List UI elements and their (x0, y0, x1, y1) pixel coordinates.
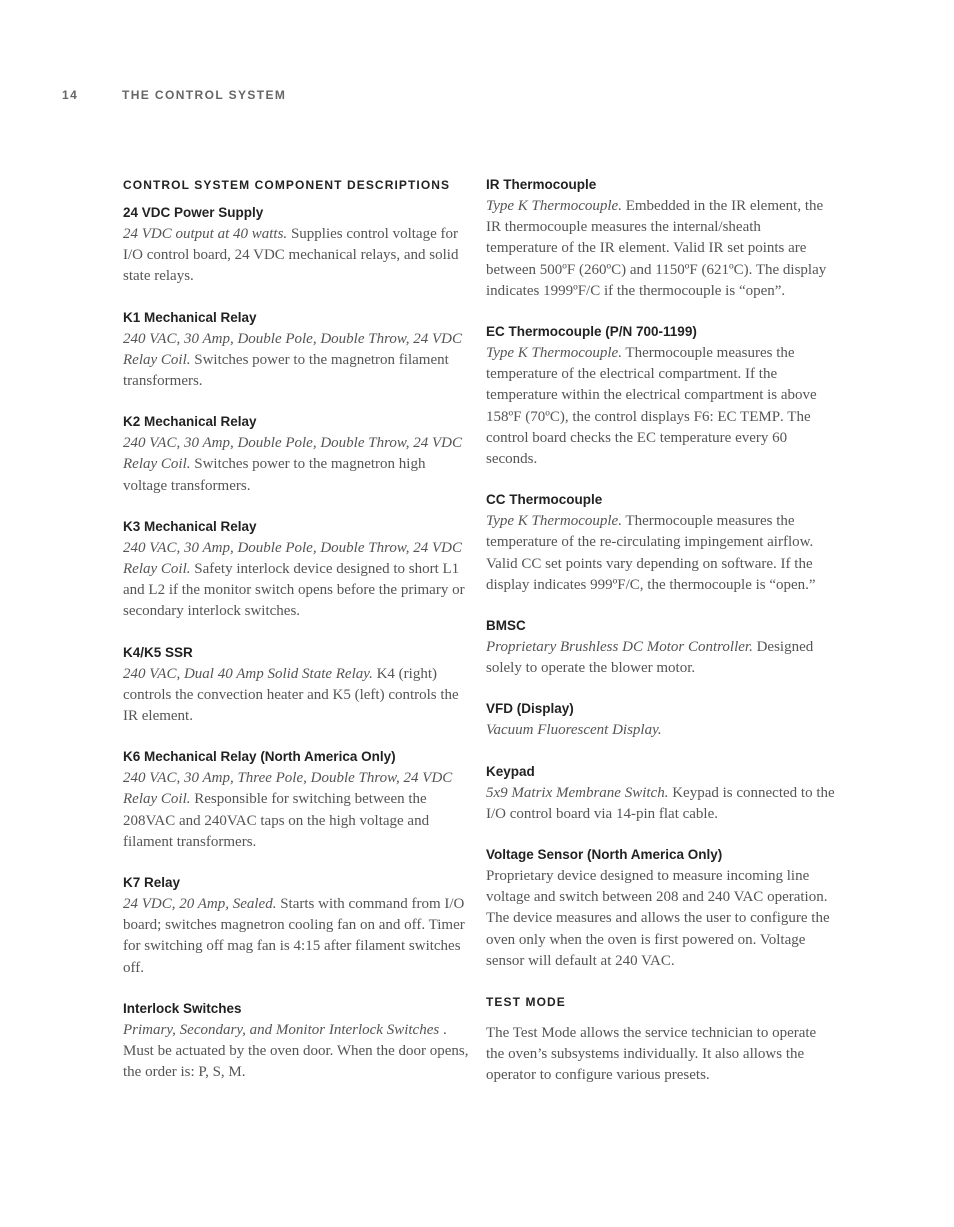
test-mode-title: TEST MODE (486, 995, 566, 1010)
entry-body (486, 720, 836, 741)
entry-spec: 5x9 Matrix Membrane Switch. (486, 784, 669, 801)
entry-body (486, 783, 836, 825)
entry-ec-thermocouple (486, 323, 836, 470)
entry-title: Voltage Sensor (North America Only) (486, 847, 723, 863)
display-code: F6: EC TEMP (693, 408, 781, 425)
entry-k4-k5-ssr (123, 644, 473, 728)
entry-title: BMSC (486, 618, 526, 634)
entry-text: Proprietary device designed to measure incoming line voltage and switch between 208 and 240 VAC operation. The device measures and allows the user to configure the oven only when the oven is first powered on. Voltage sensor will default at 240 VAC. (486, 868, 830, 969)
entry-body (123, 538, 473, 623)
entry-text: Safety interlock device designed to short L1 and L2 if the monitor switch opens before the primary or secondary interlock switches. (123, 561, 465, 620)
entry-body (486, 343, 836, 470)
entry-title: K3 Mechanical Relay (123, 518, 257, 534)
entry-k6-mechanical-relay (123, 748, 473, 853)
entry-body (123, 433, 473, 497)
entry-24vdc-power-supply (123, 204, 473, 288)
entry-spec: 240 VAC, 30 Amp, Double Pole, Double Throw, 24 VDC Relay Coil. (123, 435, 463, 473)
entry-body (123, 768, 473, 853)
entry-title: 24 VDC Power Supply (123, 205, 264, 220)
entry-title: K7 Relay (123, 875, 181, 891)
left-column (123, 176, 473, 1104)
test-mode-text: The Test Mode allows the service technician to operate the oven’s subsystems individually. It also allows the operator to configure various presets. (486, 1025, 817, 1084)
entry-body (123, 1020, 473, 1084)
entry-text: Embedded in the IR element, the IR thermocouple measures the internal/sheath temperature of the IR element. Valid IR set points are between 500ºF (260ºC) and 1150ºF (621ºC). The display indicates 1999ºF/C if the thermocouple is “open”. (486, 198, 827, 299)
entry-title: Interlock Switches (123, 1000, 242, 1016)
entry-spec: Type K Thermocouple. (486, 513, 622, 530)
entry-text: Supplies control voltage for I/O control board, 24 VDC mechanical relays, and solid state relays. (123, 226, 459, 285)
entry-text: Designed solely to operate the blower motor. (486, 639, 814, 677)
entry-voltage-sensor (486, 846, 836, 972)
entry-k2-mechanical-relay (123, 413, 473, 497)
entry-body (123, 329, 473, 393)
entry-keypad (486, 763, 836, 825)
entry-body (486, 866, 836, 972)
entry-text: Keypad is connected to the I/O control board via 14-pin flat cable. (486, 784, 835, 822)
entry-body (486, 637, 836, 679)
entry-title: EC Thermocouple (P/N 700-1199) (486, 324, 697, 340)
entry-title: Keypad (486, 763, 535, 779)
entry-text: Responsible for switching between the 208VAC and 240VAC taps on the high voltage and filament transformers. (123, 791, 430, 850)
entry-spec: 24 VDC, 20 Amp, Sealed. (123, 896, 277, 913)
entry-body (123, 664, 473, 728)
section-title: CONTROL SYSTEM COMPONENT DESCRIPTIONS (123, 178, 451, 192)
entry-title: K4/K5 SSR (123, 644, 193, 660)
entry-title: CC Thermocouple (486, 492, 603, 508)
entry-spec: Type K Thermocouple. (486, 198, 622, 214)
entry-k1-mechanical-relay (123, 309, 473, 393)
entry-spec: 240 VAC, 30 Amp, Double Pole, Double Throw, 24 VDC Relay Coil. (123, 330, 463, 368)
entry-title: K2 Mechanical Relay (123, 414, 257, 430)
entry-interlock-switches (123, 1000, 473, 1084)
entry-spec: 240 VAC, Dual 40 Amp Solid State Relay. (123, 665, 373, 682)
running-head: THE CONTROL SYSTEM (122, 88, 287, 102)
entry-vfd-display (486, 700, 836, 741)
entry-title: VFD (Display) (486, 701, 574, 717)
entry-bmsc (486, 617, 836, 679)
entry-text: K4 (right) controls the convection heater and K5 (left) controls the IR element. (123, 665, 459, 725)
page-number: 14 (62, 88, 79, 102)
right-column (486, 176, 836, 1087)
entry-title: K6 Mechanical Relay (North America Only) (123, 749, 396, 765)
entry-text: Thermocouple measures the temperature of the electrical compartment. If the temperature within the electrical compartment is above 158ºF (70ºC), the control displays (486, 345, 817, 425)
entry-body (123, 894, 473, 979)
entry-text: . The control board checks the EC temperature every 60 seconds. (486, 408, 811, 468)
entry-title: IR Thermocouple (486, 177, 597, 192)
entry-ir-thermocouple (486, 176, 836, 302)
entry-k7-relay (123, 874, 473, 979)
entry-text: Switches power to the magnetron filament transformers. (123, 351, 449, 390)
entry-body (486, 511, 836, 596)
entry-spec: 24 VDC output at 40 watts. (123, 226, 288, 242)
entry-spec: 240 VAC, 30 Amp, Three Pole, Double Throw, 24 VDC Relay Coil. (123, 770, 453, 808)
entry-text: . Must be actuated by the oven door. When the door opens, the order is: P, S, M. (123, 1021, 469, 1081)
entry-body (486, 196, 836, 302)
entry-text: Thermocouple measures the temperature of the re-circulating impingement airflow. Valid CC set points vary depending on software. If the display indicates 999ºF/C, the thermocouple is “open.” (486, 513, 816, 593)
entry-cc-thermocouple (486, 491, 836, 596)
entry-spec: Primary, Secondary, and Monitor Interlock Switches (123, 1021, 440, 1038)
entry-title: K1 Mechanical Relay (123, 309, 257, 325)
entry-spec: Type K Thermocouple. (486, 345, 622, 362)
entry-k3-mechanical-relay (123, 518, 473, 623)
entry-spec: Vacuum Fluorescent Display. (486, 722, 662, 739)
entry-text: Switches power to the magnetron high voltage transformers. (123, 456, 426, 494)
entry-spec: 240 VAC, 30 Amp, Double Pole, Double Throw, 24 VDC Relay Coil. (123, 539, 463, 578)
entry-spec: Proprietary Brushless DC Motor Controller. (486, 639, 753, 656)
entry-text: Starts with command from I/O board; switches magnetron cooling fan on and off. Timer for switching off mag fan is 4:15 after filament switches off. (123, 896, 465, 976)
entry-body (123, 224, 473, 288)
